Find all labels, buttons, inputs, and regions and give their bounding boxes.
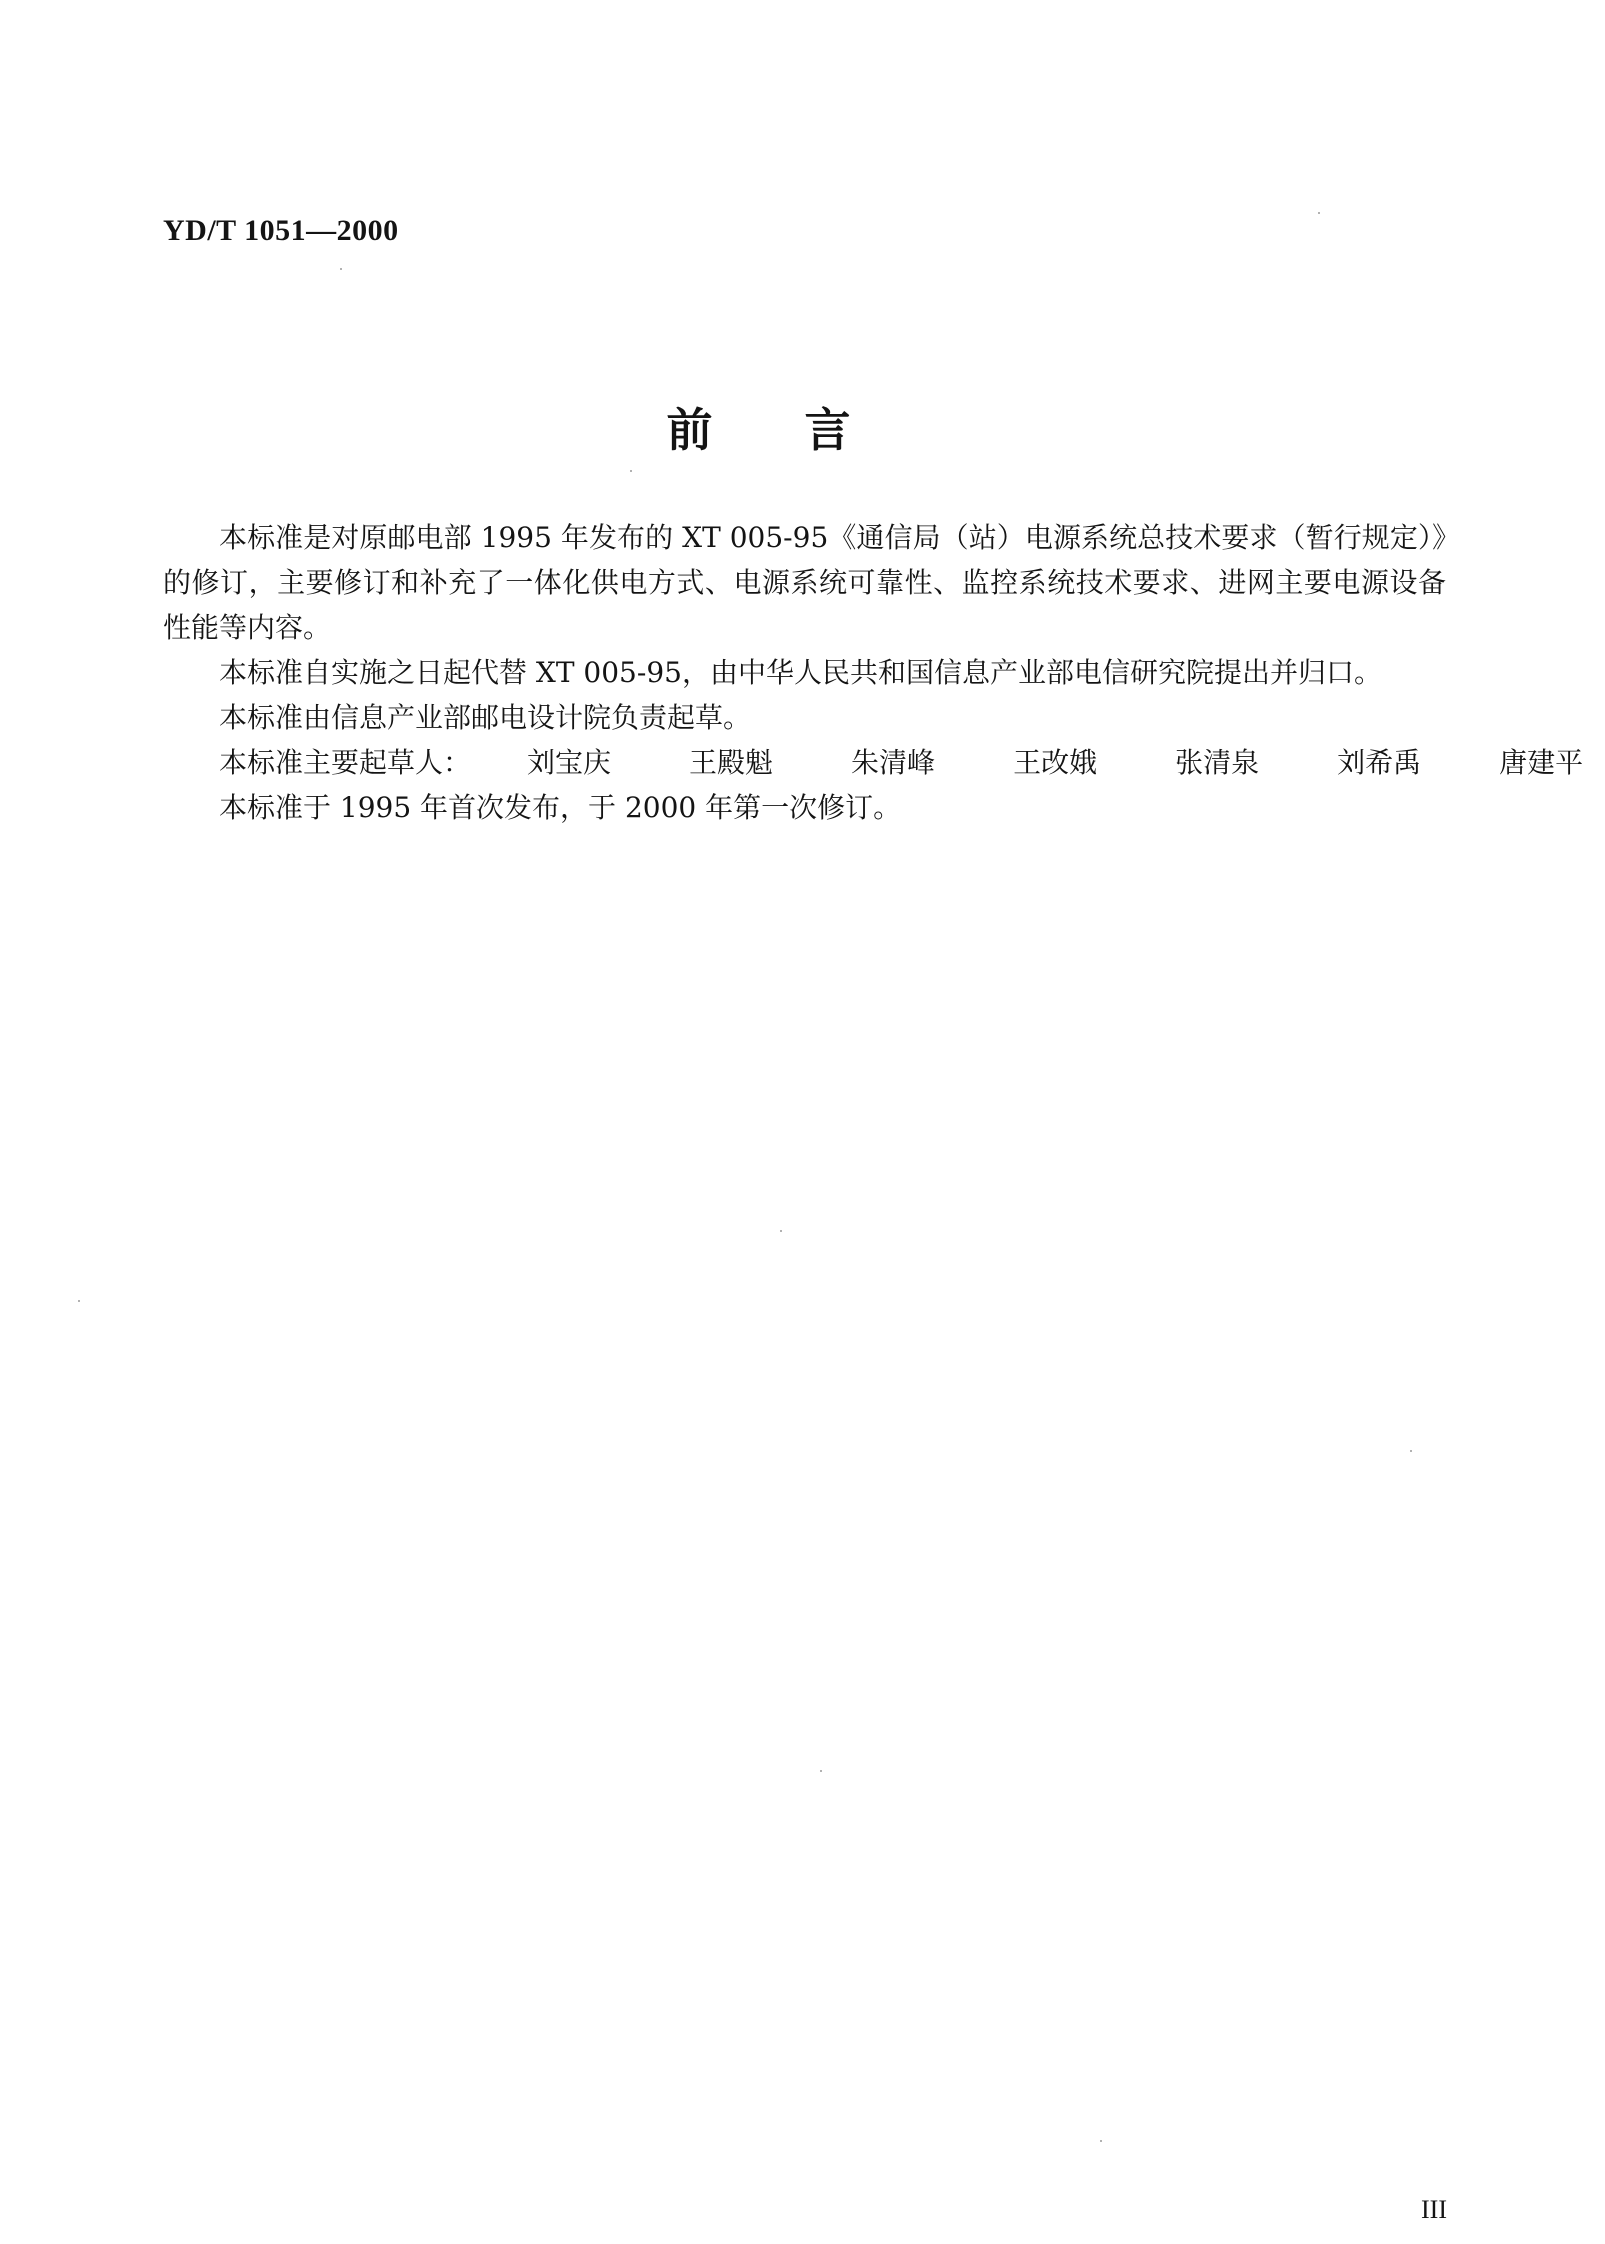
scan-speck — [820, 1770, 822, 1772]
paragraph-replacement: 本标准自实施之日起代替 XT 005-95，由中华人民共和国信息产业部电信研究院提出并归口。 — [219, 656, 1382, 689]
scan-speck — [78, 1300, 80, 1302]
foreword-body — [163, 515, 1584, 830]
scan-speck — [340, 268, 342, 270]
scan-speck — [630, 470, 632, 472]
paragraph-revision: 本标准是对原邮电部 1995 年发布的 XT 005-95《通信局（站）电源系统总技术要求（暂行规定）》的修订，主要修订和补充了一体化供电方式、电源系统可靠性、监控系统技术要求、进网主要电源设备性能等内容。 — [163, 521, 1446, 644]
drafter-name: 朱清峰 — [851, 746, 936, 779]
scan-speck — [1100, 2140, 1102, 2142]
scan-speck — [1410, 1450, 1412, 1452]
drafter-name: 张清泉 — [1175, 746, 1260, 779]
drafter-name: 刘宝庆 — [527, 746, 612, 779]
drafter-name: 王改娥 — [1013, 746, 1098, 779]
section-title: 前 言 — [666, 403, 851, 457]
paragraph-history: 本标准于 1995 年首次发布，于 2000 年第一次修订。 — [219, 791, 902, 824]
drafters-label: 本标准主要起草人： — [219, 746, 472, 779]
drafter-name: 唐建平 — [1499, 746, 1584, 779]
drafters-line — [163, 740, 1584, 785]
scan-speck — [1318, 212, 1320, 214]
standard-code: YD/T 1051—2000 — [163, 214, 399, 247]
scan-speck — [780, 1230, 782, 1232]
page-number: III — [1421, 2195, 1447, 2224]
drafter-name: 王殿魁 — [689, 746, 774, 779]
paragraph-drafting-unit: 本标准由信息产业部邮电设计院负责起草。 — [219, 701, 752, 734]
drafter-name: 刘希禹 — [1337, 746, 1422, 779]
